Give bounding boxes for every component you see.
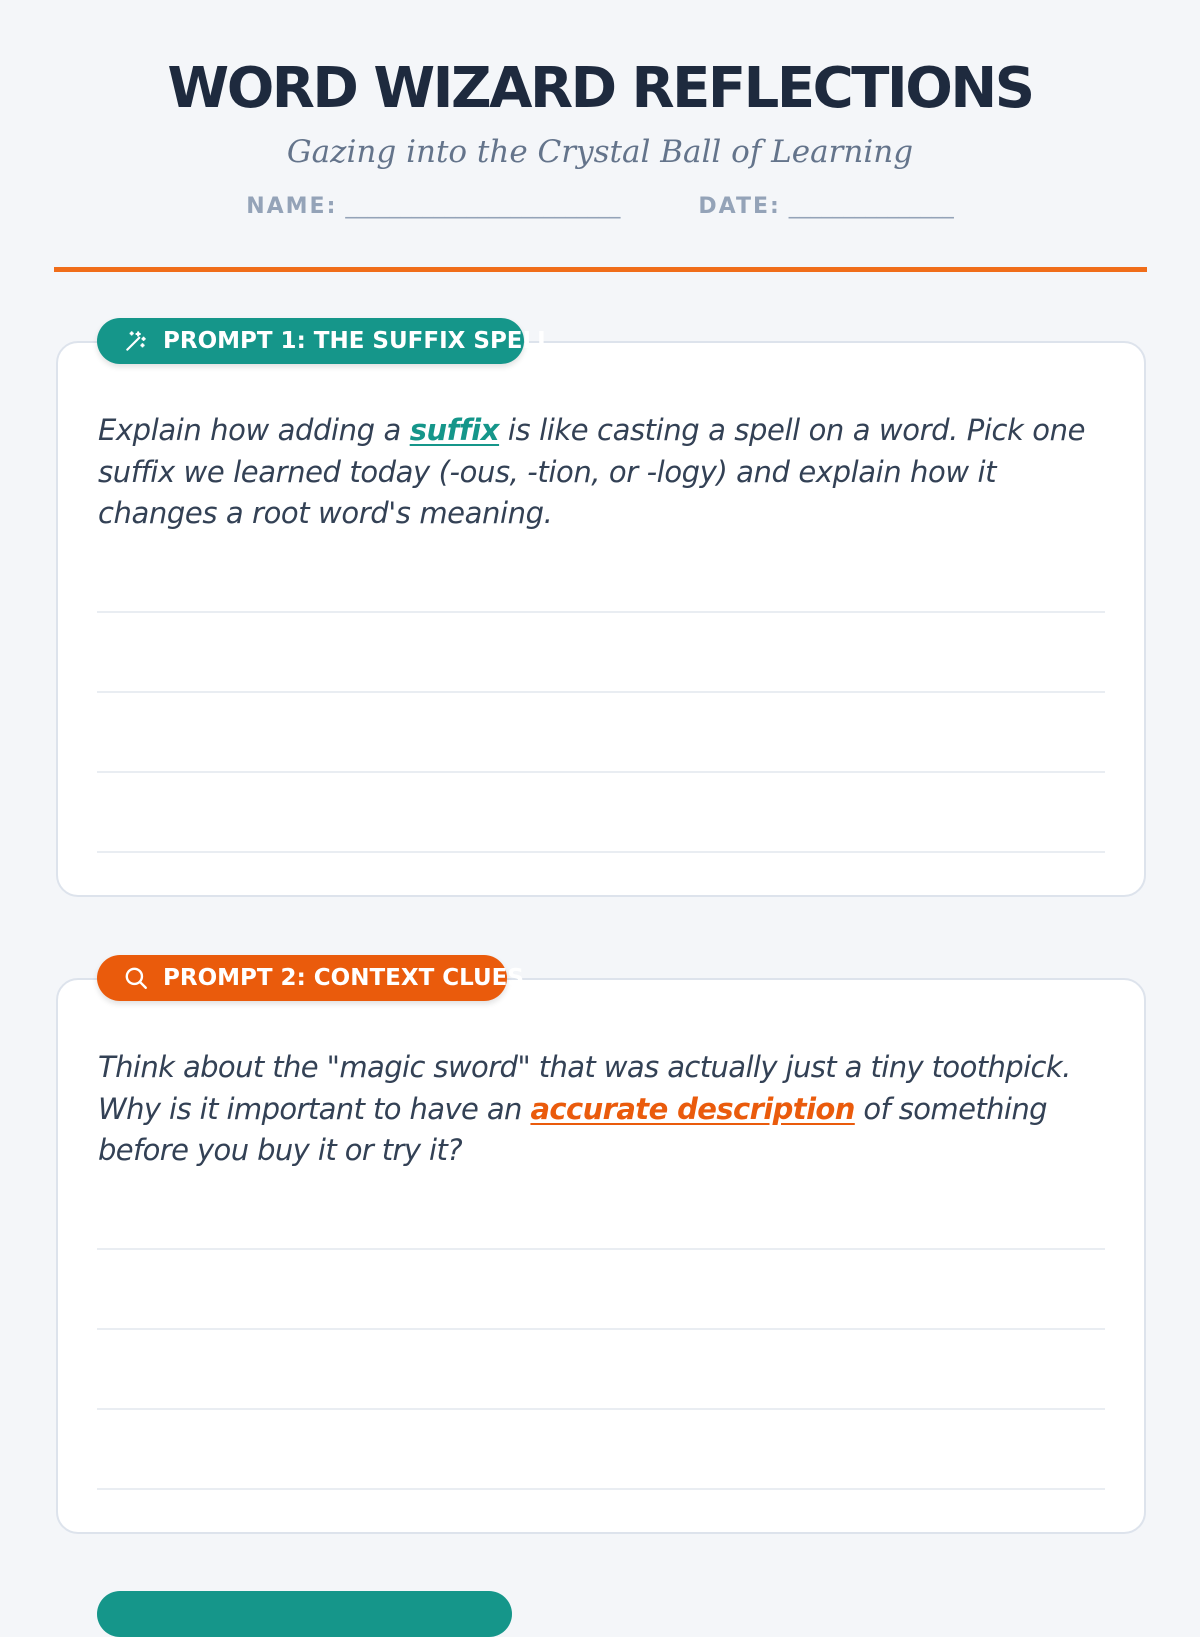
header-divider bbox=[54, 267, 1147, 272]
name-label: NAME: bbox=[246, 194, 338, 219]
magic-wand-icon bbox=[123, 328, 149, 354]
prompt-2-badge-label: PROMPT 2: CONTEXT CLUES bbox=[163, 965, 524, 991]
prompt-1-badge bbox=[97, 318, 552, 364]
date-blank-line[interactable]: _______________ bbox=[788, 194, 954, 219]
answer-line[interactable] bbox=[97, 1248, 1105, 1250]
page-title: WORD WIZARD REFLECTIONS bbox=[167, 56, 1033, 121]
prompt-1-text-before: Explain how adding a bbox=[98, 413, 410, 447]
prompt-1-text-after: is like casting a spell on a word. Pick one suffix we learned today (-ous, -tion, or -logy) and explain how it changes a root word's meaning. bbox=[98, 413, 1086, 530]
prompt-1-keyword: suffix bbox=[409, 413, 500, 447]
answer-line[interactable] bbox=[97, 771, 1105, 773]
prompt-2-text-after: of something before you buy it or try it? bbox=[98, 1091, 1047, 1167]
answer-line[interactable] bbox=[97, 1328, 1105, 1330]
answer-line[interactable] bbox=[97, 1408, 1105, 1410]
prompt-2-badge bbox=[97, 955, 524, 1001]
prompt-2-text bbox=[98, 1047, 1108, 1172]
answer-line[interactable] bbox=[97, 611, 1105, 613]
prompt-1-text bbox=[98, 410, 1108, 535]
answer-line[interactable] bbox=[97, 851, 1105, 853]
date-field[interactable] bbox=[698, 194, 953, 219]
date-label: DATE: bbox=[698, 194, 781, 219]
prompt-3-badge bbox=[97, 1591, 512, 1637]
prompt-2-keyword: accurate description bbox=[530, 1091, 855, 1126]
page-subtitle: Gazing into the Crystal Ball of Learning bbox=[286, 134, 914, 170]
prompt-2-text-before: Think about the "magic sword" that was actually just a tiny toothpick. Why is it important to have an bbox=[98, 1050, 1071, 1126]
worksheet-header bbox=[0, 0, 1200, 219]
answer-line[interactable] bbox=[97, 1488, 1105, 1490]
student-info-row bbox=[0, 194, 1200, 219]
answer-line[interactable] bbox=[97, 691, 1105, 693]
name-field[interactable] bbox=[246, 194, 620, 219]
search-icon bbox=[123, 965, 149, 991]
name-blank-line[interactable]: _________________________ bbox=[345, 194, 621, 219]
prompt-1-badge-label: PROMPT 1: THE SUFFIX SPELL bbox=[163, 328, 552, 354]
